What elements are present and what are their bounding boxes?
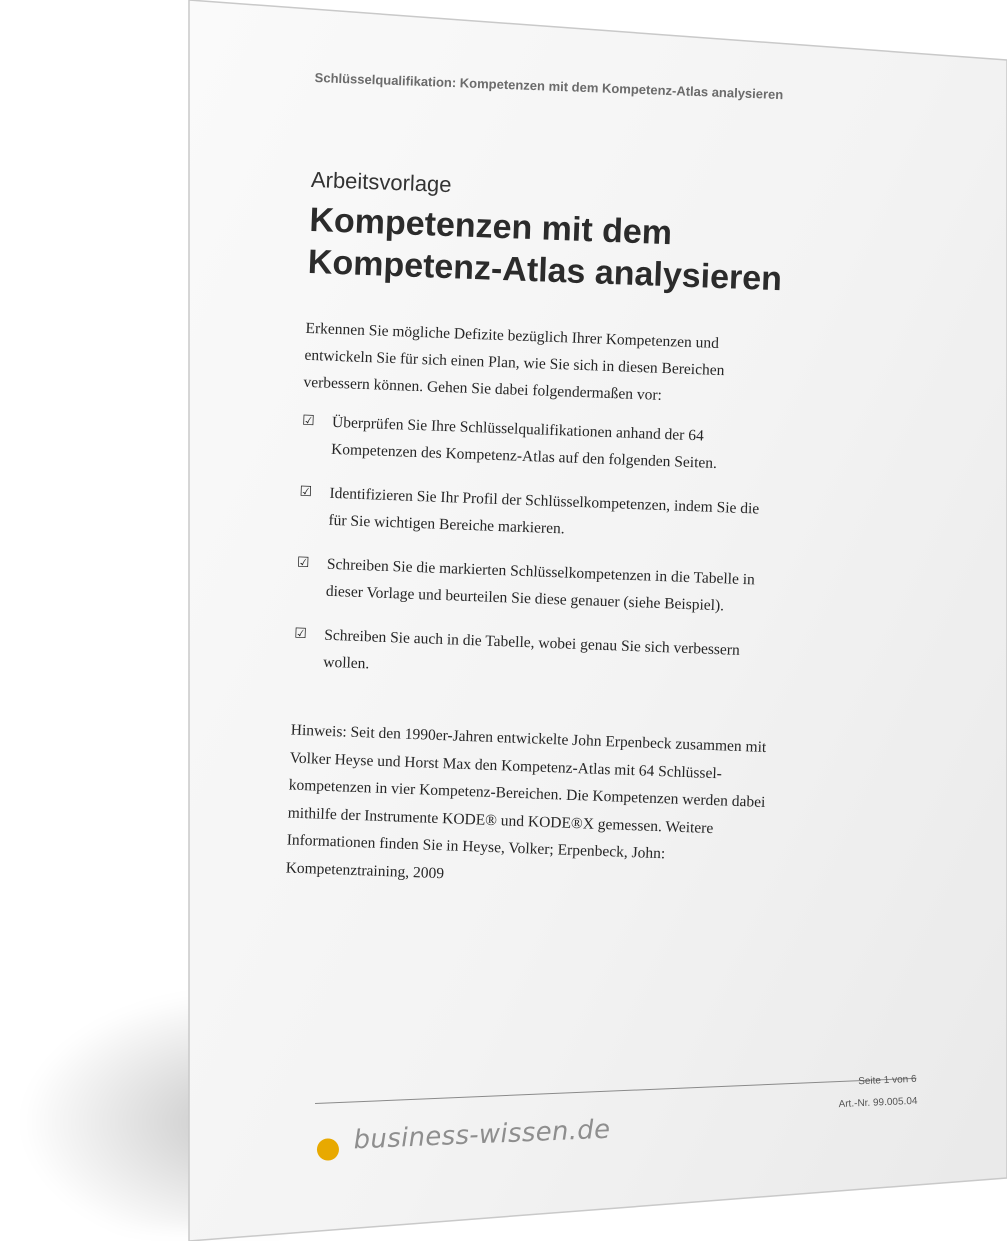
document-subtitle: Arbeitsvorlage <box>310 166 452 198</box>
title-line-2: Kompetenz-Atlas analysieren <box>307 242 783 299</box>
logo-dot-icon <box>317 1138 340 1161</box>
article-number: Art.-Nr. 99.005.04 <box>838 1095 918 1111</box>
document-title <box>307 199 910 305</box>
checklist-item-text: Identifizieren Sie Ihr Profil der Schlüsselkompetenzen, indem Sie die für Sie wichtigen Bereiche markieren. <box>328 484 760 538</box>
page-content <box>285 70 914 903</box>
checklist-item <box>293 621 895 697</box>
checkbox-checked-icon: ☑ <box>296 554 310 572</box>
checklist-item-text: Schreiben Sie die markierten Schlüsselkompetenzen in die Tabelle in dieser Vorlage und beurteilen Sie diese genauer (siehe Beispiel). <box>325 555 756 615</box>
brand-logo: business-wissen.de <box>352 1114 611 1156</box>
checklist-item <box>301 408 903 484</box>
checklist-item <box>295 550 897 626</box>
note-paragraph: Hinweis: Seit den 1990er-Jahren entwickelte John Erpenbeck zusammen mit Volker Heyse und Horst Max den Kompetenz-Atlas mit 64 Schlüssel-kompetenzen in vier Kompetenz-Bereichen. Die Kompetenzen werden dabei mithilfe der Instrumente KODE® und KODE®X gemessen. Weitere Informationen finden Sie in Heyse, Volker; Erpenbeck, John: Kompetenztraining, 2009 <box>285 721 767 882</box>
checklist-item <box>298 479 900 555</box>
checkbox-checked-icon: ☑ <box>299 483 313 501</box>
title-line-1: Kompetenzen mit dem <box>308 200 673 253</box>
checklist-item-text: Überprüfen Sie Ihre Schlüsselqualifikationen anhand der 64 Kompetenzen des Kompetenz-Atlas auf den folgenden Seiten. <box>330 413 718 472</box>
checklist-item-text: Schreiben Sie auch in die Tabelle, wobei genau Sie sich verbessern wollen. <box>322 626 741 673</box>
intro-paragraph: Erkennen Sie mögliche Defizite bezüglich Ihrer Kompetenzen und entwickeln Sie für sich einen Plan, wie Sie sich in diesen Bereichen verbessern können. Gehen Sie dabei folgendermaßen vor: <box>303 319 725 404</box>
running-header: Schlüsselqualifikation: Kompetenzen mit dem Kompetenz-Atlas analysieren <box>314 70 784 103</box>
checkbox-checked-icon: ☑ <box>301 412 315 430</box>
checkbox-checked-icon: ☑ <box>294 625 308 643</box>
page-number: Seite 1 von 6 <box>857 1073 917 1088</box>
checklist <box>293 408 902 697</box>
